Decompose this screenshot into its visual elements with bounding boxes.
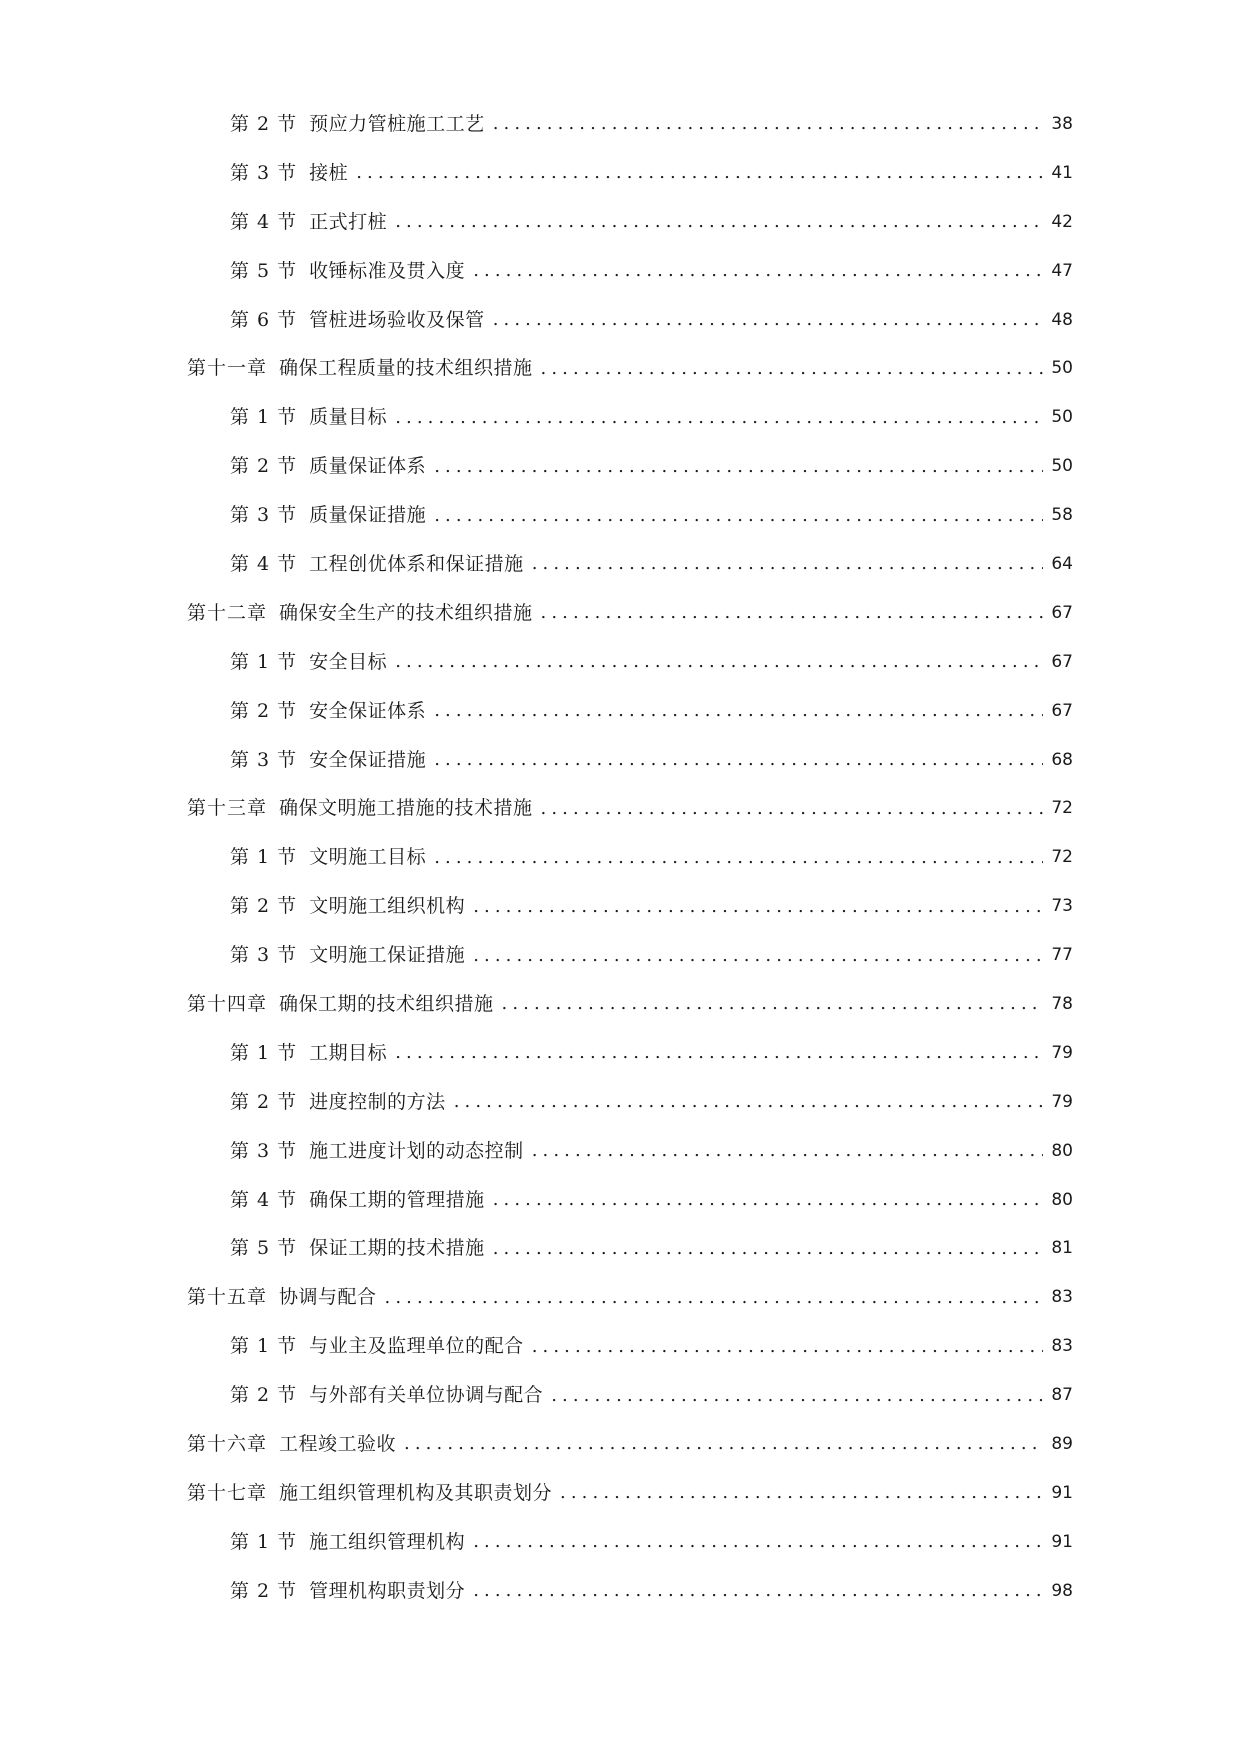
toc-page-number: 47 xyxy=(1051,260,1073,281)
toc-entry-title: 质量保证措施 xyxy=(309,504,427,527)
toc-entry-title: 安全保证体系 xyxy=(309,699,427,722)
toc-dot-leader xyxy=(541,603,1043,623)
toc-page-number: 79 xyxy=(1051,1091,1073,1112)
toc-entry-number: 第 2 节 xyxy=(230,1579,298,1602)
toc-dot-leader xyxy=(541,359,1043,379)
toc-entry-title: 施工进度计划的动态控制 xyxy=(309,1139,524,1162)
toc-page-number: 50 xyxy=(1051,358,1073,379)
toc-entry-number: 第 4 节 xyxy=(230,210,298,233)
toc-entry-title: 确保工期的管理措施 xyxy=(309,1188,485,1211)
toc-entry-number: 第 4 节 xyxy=(230,552,298,575)
toc-entry-number: 第 1 节 xyxy=(230,406,298,429)
toc-dot-leader xyxy=(502,994,1043,1014)
toc-entry-title: 工程竣工验收 xyxy=(279,1432,397,1455)
toc-entry-title: 确保文明施工措施的技术措施 xyxy=(279,797,533,820)
toc-page-number: 73 xyxy=(1051,896,1073,917)
toc-section-entry[interactable] xyxy=(187,1518,1073,1567)
toc-entry-number: 第 2 节 xyxy=(230,1090,298,1113)
toc-dot-leader xyxy=(395,408,1043,428)
toc-entry-number: 第十五章 xyxy=(187,1286,268,1309)
toc-dot-leader xyxy=(395,1043,1043,1063)
toc-page-number: 68 xyxy=(1051,749,1073,770)
toc-page-number: 38 xyxy=(1051,113,1073,134)
toc-entry-title: 施工组织管理机构 xyxy=(309,1530,466,1553)
toc-entry-title: 接桩 xyxy=(309,161,349,184)
toc-entry-number: 第 1 节 xyxy=(230,1335,298,1358)
toc-entry-number: 第 2 节 xyxy=(230,895,298,918)
toc-page-number: 67 xyxy=(1051,700,1073,721)
toc-entry-title: 保证工期的技术措施 xyxy=(309,1237,485,1260)
toc-entry-title: 收锤标准及贯入度 xyxy=(309,259,466,282)
toc-entry-title: 管理机构职责划分 xyxy=(309,1579,466,1602)
toc-entry-number: 第十六章 xyxy=(187,1432,268,1455)
toc-section-entry[interactable] xyxy=(187,1322,1073,1371)
toc-dot-leader xyxy=(493,1190,1043,1210)
toc-section-entry[interactable] xyxy=(187,198,1073,247)
toc-page-number: 50 xyxy=(1051,407,1073,428)
table-of-contents xyxy=(187,100,1073,1616)
toc-page-number: 83 xyxy=(1051,1336,1073,1357)
toc-chapter-entry[interactable] xyxy=(187,1273,1073,1322)
toc-page-number: 72 xyxy=(1051,798,1073,819)
toc-entry-number: 第 1 节 xyxy=(230,1041,298,1064)
toc-page-number: 48 xyxy=(1051,309,1073,330)
toc-page-number: 80 xyxy=(1051,1140,1073,1161)
toc-dot-leader xyxy=(454,1092,1043,1112)
toc-page-number: 67 xyxy=(1051,651,1073,672)
toc-entry-number: 第 4 节 xyxy=(230,1188,298,1211)
toc-entry-number: 第 3 节 xyxy=(230,161,298,184)
toc-entry-number: 第 1 节 xyxy=(230,846,298,869)
toc-section-entry[interactable] xyxy=(187,1176,1073,1225)
toc-section-entry[interactable] xyxy=(187,1224,1073,1273)
toc-section-entry[interactable] xyxy=(187,540,1073,589)
toc-entry-number: 第十三章 xyxy=(187,797,268,820)
toc-section-entry[interactable] xyxy=(187,1029,1073,1078)
toc-entry-title: 确保工程质量的技术组织措施 xyxy=(279,357,533,380)
toc-dot-leader xyxy=(395,652,1043,672)
toc-section-entry[interactable] xyxy=(187,100,1073,149)
toc-section-entry[interactable] xyxy=(187,149,1073,198)
toc-dot-leader xyxy=(532,1141,1043,1161)
toc-entry-number: 第 3 节 xyxy=(230,944,298,967)
toc-page-number: 79 xyxy=(1051,1042,1073,1063)
toc-section-entry[interactable] xyxy=(187,1567,1073,1616)
toc-dot-leader xyxy=(434,506,1043,526)
toc-entry-number: 第 5 节 xyxy=(230,259,298,282)
toc-entry-title: 文明施工保证措施 xyxy=(309,944,466,967)
toc-chapter-entry[interactable] xyxy=(187,344,1073,393)
toc-dot-leader xyxy=(385,1288,1043,1308)
toc-entry-number: 第 2 节 xyxy=(230,699,298,722)
toc-entry-title: 质量目标 xyxy=(309,406,388,429)
toc-dot-leader xyxy=(356,163,1043,183)
toc-page-number: 91 xyxy=(1051,1531,1073,1552)
toc-dot-leader xyxy=(434,848,1043,868)
toc-page-number: 83 xyxy=(1051,1287,1073,1308)
toc-page-number: 78 xyxy=(1051,993,1073,1014)
toc-entry-number: 第十二章 xyxy=(187,601,268,624)
toc-chapter-entry[interactable] xyxy=(187,589,1073,638)
toc-section-entry[interactable] xyxy=(187,1371,1073,1420)
toc-dot-leader xyxy=(493,310,1043,330)
toc-dot-leader xyxy=(551,1386,1043,1406)
toc-section-entry[interactable] xyxy=(187,638,1073,687)
toc-dot-leader xyxy=(404,1434,1043,1454)
toc-section-entry[interactable] xyxy=(187,442,1073,491)
toc-section-entry[interactable] xyxy=(187,1127,1073,1176)
toc-entry-title: 安全保证措施 xyxy=(309,748,427,771)
toc-entry-title: 质量保证体系 xyxy=(309,455,427,478)
toc-page-number: 41 xyxy=(1051,162,1073,183)
toc-dot-leader xyxy=(434,457,1043,477)
toc-entry-number: 第 2 节 xyxy=(230,112,298,135)
toc-page-number: 77 xyxy=(1051,945,1073,966)
toc-entry-number: 第 3 节 xyxy=(230,748,298,771)
toc-section-entry[interactable] xyxy=(187,1078,1073,1127)
toc-entry-title: 施工组织管理机构及其职责划分 xyxy=(279,1481,553,1504)
toc-dot-leader xyxy=(395,212,1043,232)
toc-entry-title: 协调与配合 xyxy=(279,1286,377,1309)
toc-entry-title: 与业主及监理单位的配合 xyxy=(309,1335,524,1358)
toc-section-entry[interactable] xyxy=(187,296,1073,345)
toc-section-entry[interactable] xyxy=(187,882,1073,931)
toc-page-number: 91 xyxy=(1051,1482,1073,1503)
toc-entry-title: 与外部有关单位协调与配合 xyxy=(309,1384,544,1407)
toc-entry-title: 文明施工目标 xyxy=(309,846,427,869)
toc-dot-leader xyxy=(532,1337,1043,1357)
toc-page-number: 42 xyxy=(1051,211,1073,232)
toc-entry-title: 工程创优体系和保证措施 xyxy=(309,552,524,575)
toc-entry-title: 管桩进场验收及保管 xyxy=(309,308,485,331)
toc-chapter-entry[interactable] xyxy=(187,980,1073,1029)
toc-dot-leader xyxy=(560,1483,1043,1503)
toc-page-number: 64 xyxy=(1051,553,1073,574)
toc-entry-title: 文明施工组织机构 xyxy=(309,895,466,918)
toc-page-number: 80 xyxy=(1051,1189,1073,1210)
toc-page-number: 50 xyxy=(1051,456,1073,477)
toc-entry-title: 安全目标 xyxy=(309,650,388,673)
toc-entry-title: 预应力管桩施工工艺 xyxy=(309,112,485,135)
toc-section-entry[interactable] xyxy=(187,833,1073,882)
toc-chapter-entry[interactable] xyxy=(187,1420,1073,1469)
toc-entry-number: 第 2 节 xyxy=(230,1384,298,1407)
toc-section-entry[interactable] xyxy=(187,931,1073,980)
toc-dot-leader xyxy=(434,750,1043,770)
toc-dot-leader xyxy=(473,897,1043,917)
toc-chapter-entry[interactable] xyxy=(187,1469,1073,1518)
toc-page-number: 72 xyxy=(1051,847,1073,868)
toc-dot-leader xyxy=(473,261,1043,281)
toc-dot-leader xyxy=(493,1239,1043,1259)
toc-entry-number: 第 3 节 xyxy=(230,504,298,527)
toc-dot-leader xyxy=(434,701,1043,721)
toc-section-entry[interactable] xyxy=(187,247,1073,296)
toc-entry-number: 第 1 节 xyxy=(230,1530,298,1553)
toc-page-number: 98 xyxy=(1051,1580,1073,1601)
toc-entry-number: 第 5 节 xyxy=(230,1237,298,1260)
toc-entry-number: 第 3 节 xyxy=(230,1139,298,1162)
toc-dot-leader xyxy=(473,946,1043,966)
toc-page-number: 89 xyxy=(1051,1433,1073,1454)
toc-entry-number: 第 6 节 xyxy=(230,308,298,331)
toc-entry-number: 第 1 节 xyxy=(230,650,298,673)
toc-entry-title: 进度控制的方法 xyxy=(309,1090,446,1113)
toc-section-entry[interactable] xyxy=(187,491,1073,540)
toc-entry-number: 第十一章 xyxy=(187,357,268,380)
toc-section-entry[interactable] xyxy=(187,736,1073,785)
toc-page-number: 67 xyxy=(1051,602,1073,623)
toc-entry-title: 正式打桩 xyxy=(309,210,388,233)
toc-entry-number: 第十七章 xyxy=(187,1481,268,1504)
toc-section-entry[interactable] xyxy=(187,393,1073,442)
toc-page-number: 58 xyxy=(1051,505,1073,526)
toc-entry-title: 工期目标 xyxy=(309,1041,388,1064)
toc-entry-number: 第十四章 xyxy=(187,992,268,1015)
toc-dot-leader xyxy=(493,114,1043,134)
toc-page-number: 81 xyxy=(1051,1238,1073,1259)
toc-chapter-entry[interactable] xyxy=(187,784,1073,833)
toc-section-entry[interactable] xyxy=(187,687,1073,736)
toc-dot-leader xyxy=(473,1581,1043,1601)
toc-page-number: 87 xyxy=(1051,1385,1073,1406)
toc-entry-number: 第 2 节 xyxy=(230,455,298,478)
toc-dot-leader xyxy=(541,799,1043,819)
toc-entry-title: 确保安全生产的技术组织措施 xyxy=(279,601,533,624)
toc-dot-leader xyxy=(532,554,1043,574)
toc-dot-leader xyxy=(473,1532,1043,1552)
toc-entry-title: 确保工期的技术组织措施 xyxy=(279,992,494,1015)
